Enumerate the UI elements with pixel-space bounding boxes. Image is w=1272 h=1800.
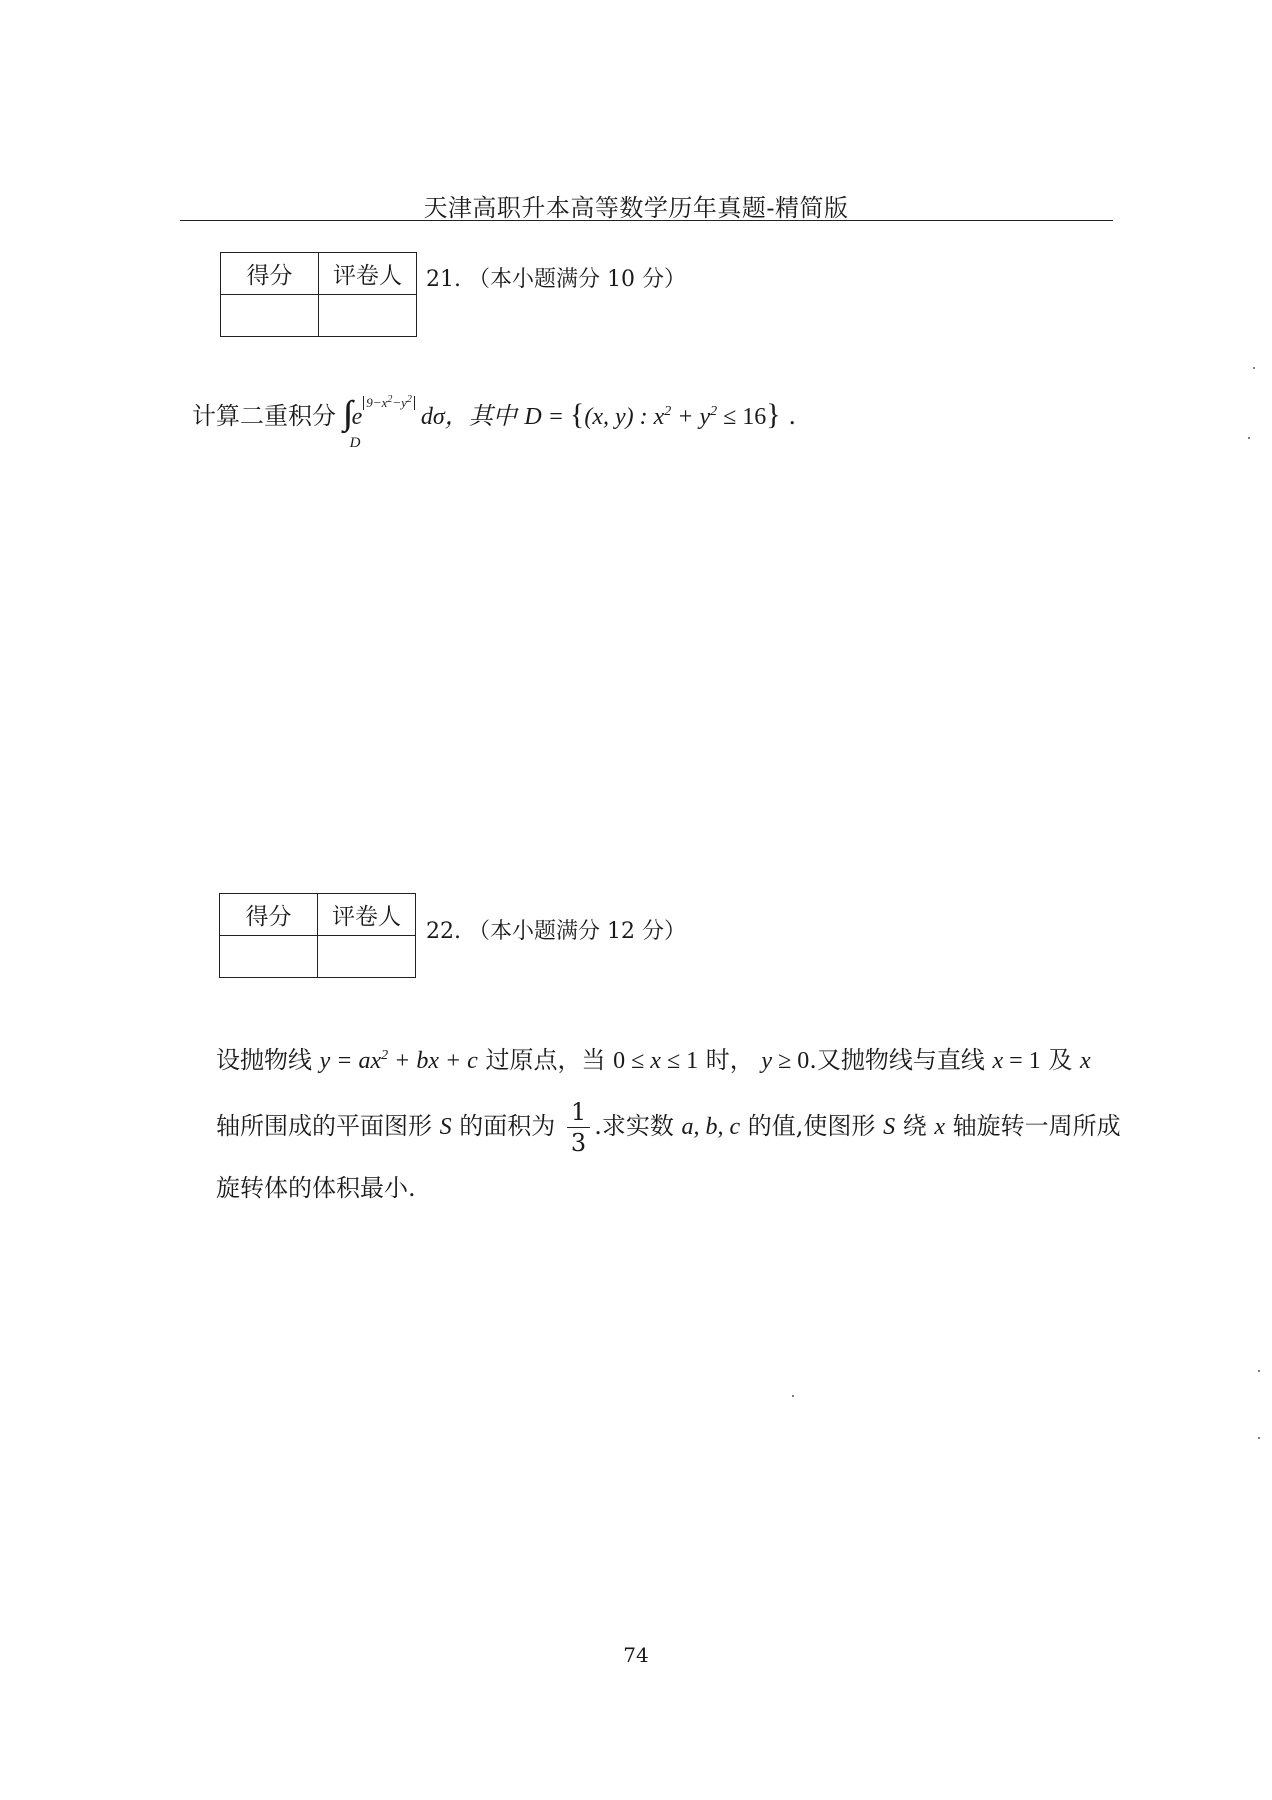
- header-rule: [180, 220, 1113, 221]
- question-21-period: .: [788, 402, 796, 430]
- scan-speck: [1258, 1370, 1260, 1372]
- question-22-line-3: 旋转体的体积最小.: [216, 1174, 416, 1202]
- region-symbol-s: S: [439, 1114, 452, 1140]
- double-integral-formula: D $e9-x^2-y^2$: [344, 404, 421, 430]
- page-number: 74: [623, 1643, 649, 1667]
- integral-domain-label: D: [349, 435, 361, 451]
- score-label: 得分: [221, 253, 319, 295]
- score-cell: [220, 936, 318, 978]
- page-header-title: 天津高职升本高等数学历年真题-精简版: [423, 194, 849, 222]
- question-number: 21.: [426, 267, 461, 292]
- points-note: （本小题满分 10 分）: [468, 267, 686, 292]
- domain-definition: D = {(x, y) : $x^2 + y^2 \le 16$}: [524, 398, 781, 431]
- score-cell: [221, 295, 319, 337]
- question-21-statement: [192, 394, 796, 451]
- score-table-q22: [219, 893, 416, 978]
- y-nonnegative-condition: y ≥ 0: [761, 1048, 810, 1074]
- parabola-equation: $y = ax^2$ + bx + c: [319, 1048, 478, 1074]
- question-number: 22.: [426, 919, 461, 944]
- question-22-line-1: 设抛物线 $y = ax^2$ + bx + c 过原点，当 0 ≤ x ≤ 1 时， y ≥ 0.又抛物线与直线 x = 1 及 x: [216, 1046, 1091, 1074]
- scan-speck: [1253, 367, 1255, 369]
- question-21-prefix: 计算二重积分: [192, 402, 336, 430]
- unknown-coefficients: a, b, c: [681, 1114, 741, 1140]
- scan-speck: [792, 1395, 794, 1397]
- grader-cell: [318, 936, 416, 978]
- question-22-heading: [426, 914, 686, 945]
- x-axis-symbol: x: [934, 1114, 945, 1140]
- line-equation: x = 1: [992, 1048, 1041, 1074]
- grader-cell: [319, 295, 417, 337]
- grader-label: 评卷人: [318, 894, 416, 936]
- x-range-condition: 0 ≤ x ≤ 1: [613, 1048, 699, 1074]
- scan-speck: [1258, 1437, 1260, 1439]
- score-label: 得分: [220, 894, 318, 936]
- region-symbol-s-2: S: [883, 1114, 896, 1140]
- question-21-after-integral: dσ，其中: [420, 404, 517, 430]
- points-note: （本小题满分 12 分）: [468, 919, 686, 944]
- area-fraction: $\frac{1}{3}$: [567, 1097, 590, 1158]
- question-21-heading: [426, 262, 686, 293]
- grader-label: 评卷人: [319, 253, 417, 295]
- score-table-q21: [220, 252, 417, 337]
- question-22-line-2: 轴所围成的平面图形 S 的面积为 $\frac{1}{3}$ .求实数 a, b, c 的值,使图形 S 绕 x 轴旋转一周所成: [216, 1098, 1121, 1157]
- scan-speck: [1248, 437, 1250, 439]
